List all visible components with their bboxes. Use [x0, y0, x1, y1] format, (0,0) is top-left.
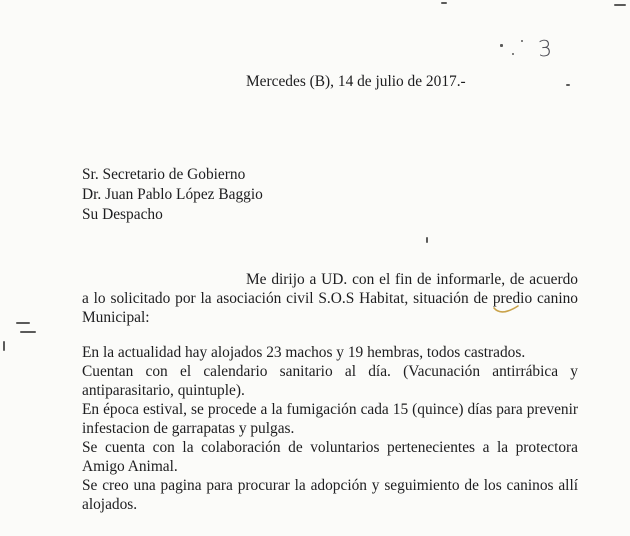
scan-speck: [521, 40, 523, 42]
intro-text: Me dirijo a UD. con el fin de informarle, de acuerdo a lo solicitado por la asociación civil S.O.S Habitat, situación de predio canino Municipal:: [82, 271, 578, 326]
scan-speck: [512, 53, 514, 55]
report-items: [82, 343, 578, 514]
scan-speck: [20, 331, 36, 333]
scan-speck: [16, 322, 30, 324]
date-line: Mercedes (B), 14 de julio de 2017.-: [246, 73, 466, 90]
scan-speck: [500, 44, 503, 47]
report-item: Cuentan con el calendario sanitario al día. (Vacunación antirrábica y antiparasitario, quintuple).: [82, 363, 578, 399]
recipient-office: Su Despacho: [82, 206, 163, 223]
scan-speck: [441, 2, 447, 4]
intro-paragraph: [82, 270, 578, 327]
recipient-name: Dr. Juan Pablo López Baggio: [82, 186, 263, 203]
scan-speck: [426, 237, 428, 243]
handwritten-page-number: 3: [537, 36, 553, 63]
report-item: En época estival, se procede a la fumigación cada 15 (quince) días para prevenir infestacion de garrapatas y pulgas.: [82, 401, 578, 437]
report-item: Se creo una pagina para procurar la adopción y seguimiento de los caninos allí alojados.: [82, 477, 578, 513]
report-item: En la actualidad hay alojados 23 machos y 19 hembras, todos castrados.: [82, 344, 526, 361]
recipient-block: [82, 165, 263, 225]
scan-speck: [3, 341, 5, 351]
scan-speck: [614, 4, 626, 6]
recipient-title: Sr. Secretario de Gobierno: [82, 166, 246, 183]
report-item: Se cuenta con la colaboración de voluntarios pertenecientes a la protectora Amigo Animal.: [82, 439, 578, 475]
scan-speck: [566, 84, 570, 86]
